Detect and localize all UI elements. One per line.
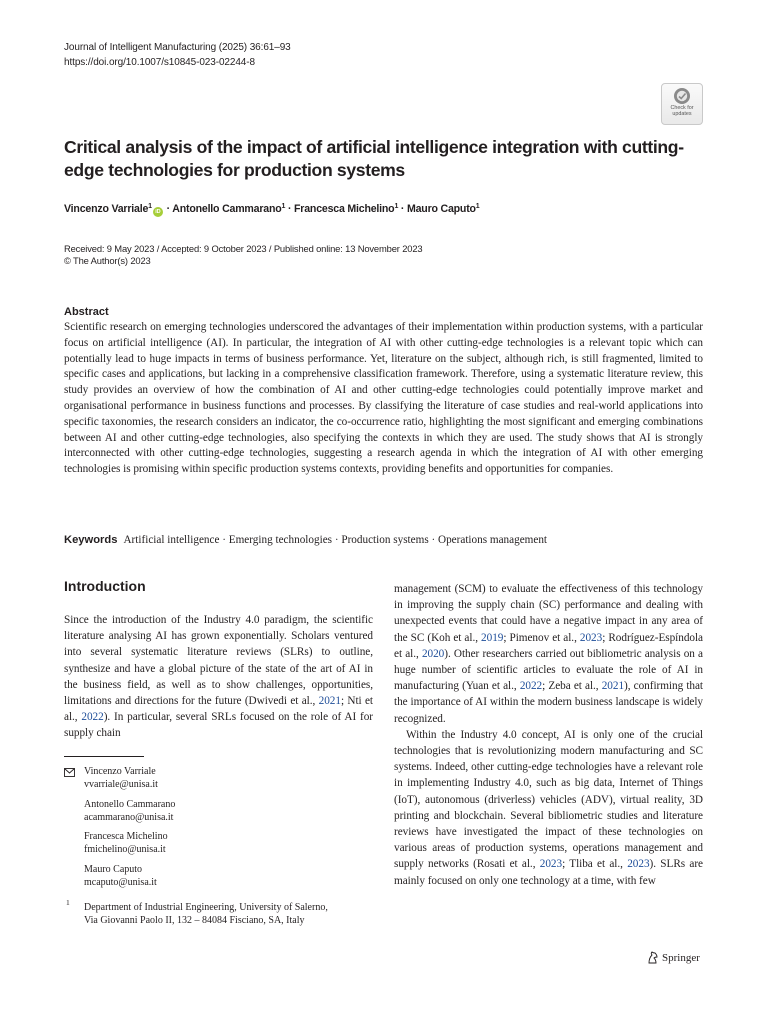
intro-right-paragraph-1 — [394, 581, 703, 727]
contact-name: Antonello Cammarano — [84, 798, 176, 810]
contact-entry — [84, 765, 175, 791]
author-affil-mark: 1 — [394, 203, 399, 210]
author-name[interactable]: Antonello Cammarano — [172, 203, 282, 215]
citation-link[interactable]: 2023 — [539, 858, 563, 871]
contact-email[interactable]: mcaputo@unisa.it — [84, 876, 157, 888]
keywords-label: Keywords — [64, 534, 118, 546]
body-text: ), confirming that the importance of AI within the modern business landscape is widely recognized. — [394, 680, 703, 725]
check-for-updates-badge[interactable] — [661, 83, 703, 125]
citation-link[interactable]: 2023 — [579, 631, 603, 644]
author-name[interactable]: Francesca Michelino — [294, 203, 395, 215]
journal-citation: Journal of Intelligent Manufacturing (2025) 36:61–93 — [64, 42, 291, 53]
contact-entry — [84, 863, 175, 889]
author-affil-mark: 1 — [148, 203, 152, 210]
publisher-name: Springer — [662, 951, 700, 964]
citation-link[interactable]: 2021 — [318, 695, 341, 708]
publisher-logo — [647, 951, 700, 964]
body-text: ; Zeba et al., — [542, 680, 602, 693]
contact-name: Vincenzo Varriale — [84, 766, 156, 777]
intro-left-paragraph — [64, 612, 373, 742]
author-name[interactable]: Vincenzo Varriale — [64, 203, 149, 215]
citation-link[interactable]: 2019 — [481, 631, 504, 644]
body-text: management (SCM) to evaluate the effectiveness of this technology in improving the supply chain (SC) performance and dealing with unexpected events that could have a negative impact in any area of the SC (Koh et al., — [394, 583, 703, 644]
body-text: ; Pimenov et al., — [503, 631, 580, 644]
author-affil-mark: 1 — [281, 203, 286, 210]
keywords — [64, 534, 547, 546]
body-text: ; Nti et al., — [64, 695, 373, 724]
intro-right-column — [394, 581, 703, 889]
journal-header — [64, 40, 291, 70]
affiliation-number: 1 — [66, 898, 70, 907]
contact-email[interactable]: fmichelino@unisa.it — [84, 844, 166, 855]
affiliation-line: Via Giovanni Paolo II, 132 – 84084 Fisciano, SA, Italy — [84, 915, 305, 926]
body-text: ). Other researchers carried out bibliometric analysis on a huge number of scientific articles to evaluate the role of AI in manufacturing (Yuan et al., — [394, 647, 703, 693]
orcid-icon[interactable]: iD — [153, 207, 163, 217]
author-name[interactable]: Mauro Caputo — [406, 203, 476, 215]
history-dates: Received: 9 May 2023 / Accepted: 9 October 2023 / Published online: 13 November 2023 — [64, 243, 423, 254]
springer-horse-icon — [647, 951, 659, 964]
corresponding-contacts — [84, 765, 175, 895]
body-text: Since the introduction of the Industry 4.0 paradigm, the scientific literature analysing AI has grown exponentially. Scholars ventured into several systematic literature reviews (SLRs) to outline, synthesize and have a global picture of the state of the art of AI in the business field, as well as to show challenges, opportunities, limitations and directions for the future (Dwivedi et al., — [64, 614, 373, 708]
contact-name: Francesca Michelino — [84, 831, 168, 842]
citation-link[interactable]: 2020 — [421, 647, 445, 660]
citation-link[interactable]: 2023 — [627, 858, 650, 871]
body-text: Within the Industry 4.0 concept, AI is only one of the crucial technologies that is revolutionizing modern manufacturing and SC systems. Indeed, other cutting-edge technologies have a relevant role in implementing Industry 4.0, such as big data, Internet of Things (IoT), autonomous (driverless) vehicles (ADV), virtual reality, 3D printing and blockchain. Several bibliometric studies and literature reviews have investigated the impact of these technologies on various areas of production systems, operations management and supply networks (Rosati et al., — [394, 728, 703, 871]
copyright-line: © The Author(s) 2023 — [64, 255, 151, 266]
article-title: Critical analysis of the impact of artificial intelligence integration with cutting-edge technologies for production systems — [64, 137, 684, 180]
body-text: ). In particular, several SRLs focused on the role of AI for supply chain — [64, 711, 373, 740]
citation-link[interactable]: 2022 — [519, 680, 543, 693]
envelope-icon — [64, 768, 75, 777]
author-affil-mark: 1 — [475, 203, 480, 210]
contact-entry — [84, 830, 175, 856]
keywords-list: Artificial intelligence · Emerging technologies · Production systems · Operations management — [123, 534, 548, 546]
contact-entry — [84, 798, 175, 824]
check-updates-icon — [673, 87, 691, 105]
citation-link[interactable]: 2021 — [601, 680, 625, 693]
author-list: Vincenzo Varriale$^1$iD · Antonello Cammarano$^1$ · Francesca Michelino$^1$ · Mauro Caputo$^1$ — [64, 203, 480, 215]
footnote-rule — [64, 756, 144, 757]
body-text: ; Rodríguez-Espíndola et al., — [394, 631, 703, 660]
publication-dates — [64, 243, 422, 267]
contact-name: Mauro Caputo — [84, 863, 143, 875]
doi-link[interactable]: https://doi.org/10.1007/s10845-023-02244-8 — [64, 57, 255, 68]
introduction-heading: Introduction — [64, 578, 146, 594]
abstract-heading: Abstract — [64, 306, 109, 318]
abstract-text: Scientific research on emerging technologies underscored the advantages of their implementation within production systems, with a particular focus on artificial intelligence (AI). In particular, the integration of AI with other cutting-edge technologies is a relevant topic which can potentially lead to huge impacts in terms of business performance. Yet, literature on the subject, although rich, is still fragmented, limited to specific cases and applications, but lacking in a comprehensive classification framework. Therefore, using a systematic literature review, this study provides an overview of how the combination of AI and other cutting-edge technologies could potentially improve market and organisational performance in business functions and processes. By classifying the literature of case studies and real-world applications into specific taxonomies, the research considers an indicator, the co-occurrence ratio, highlighting the most significant and emerging combinations between AI and other cutting-edge technologies, also specifying the contexts in which they are used. The study shows that AI is strongly interconnected with other cutting-edge technologies, suggesting a research agenda in which the integration of AI with other emerging technologies is promising within specific production systems contexts, providing benefits and opportunities for companies. — [64, 321, 703, 476]
body-text: ). SLRs are mainly focused on only one technology at a time, with few — [394, 858, 703, 887]
intro-right-paragraph-2 — [394, 727, 703, 889]
affiliation-line: Department of Industrial Engineering, University of Salerno, — [84, 902, 328, 913]
affiliation — [84, 901, 374, 927]
contact-email[interactable]: vvarriale@unisa.it — [84, 779, 158, 790]
contact-email[interactable]: acammarano@unisa.it — [84, 811, 174, 823]
citation-link[interactable]: 2022 — [81, 711, 104, 724]
check-updates-label: Check for updates — [670, 105, 694, 117]
body-text: ; Tliba et al., — [562, 858, 628, 871]
